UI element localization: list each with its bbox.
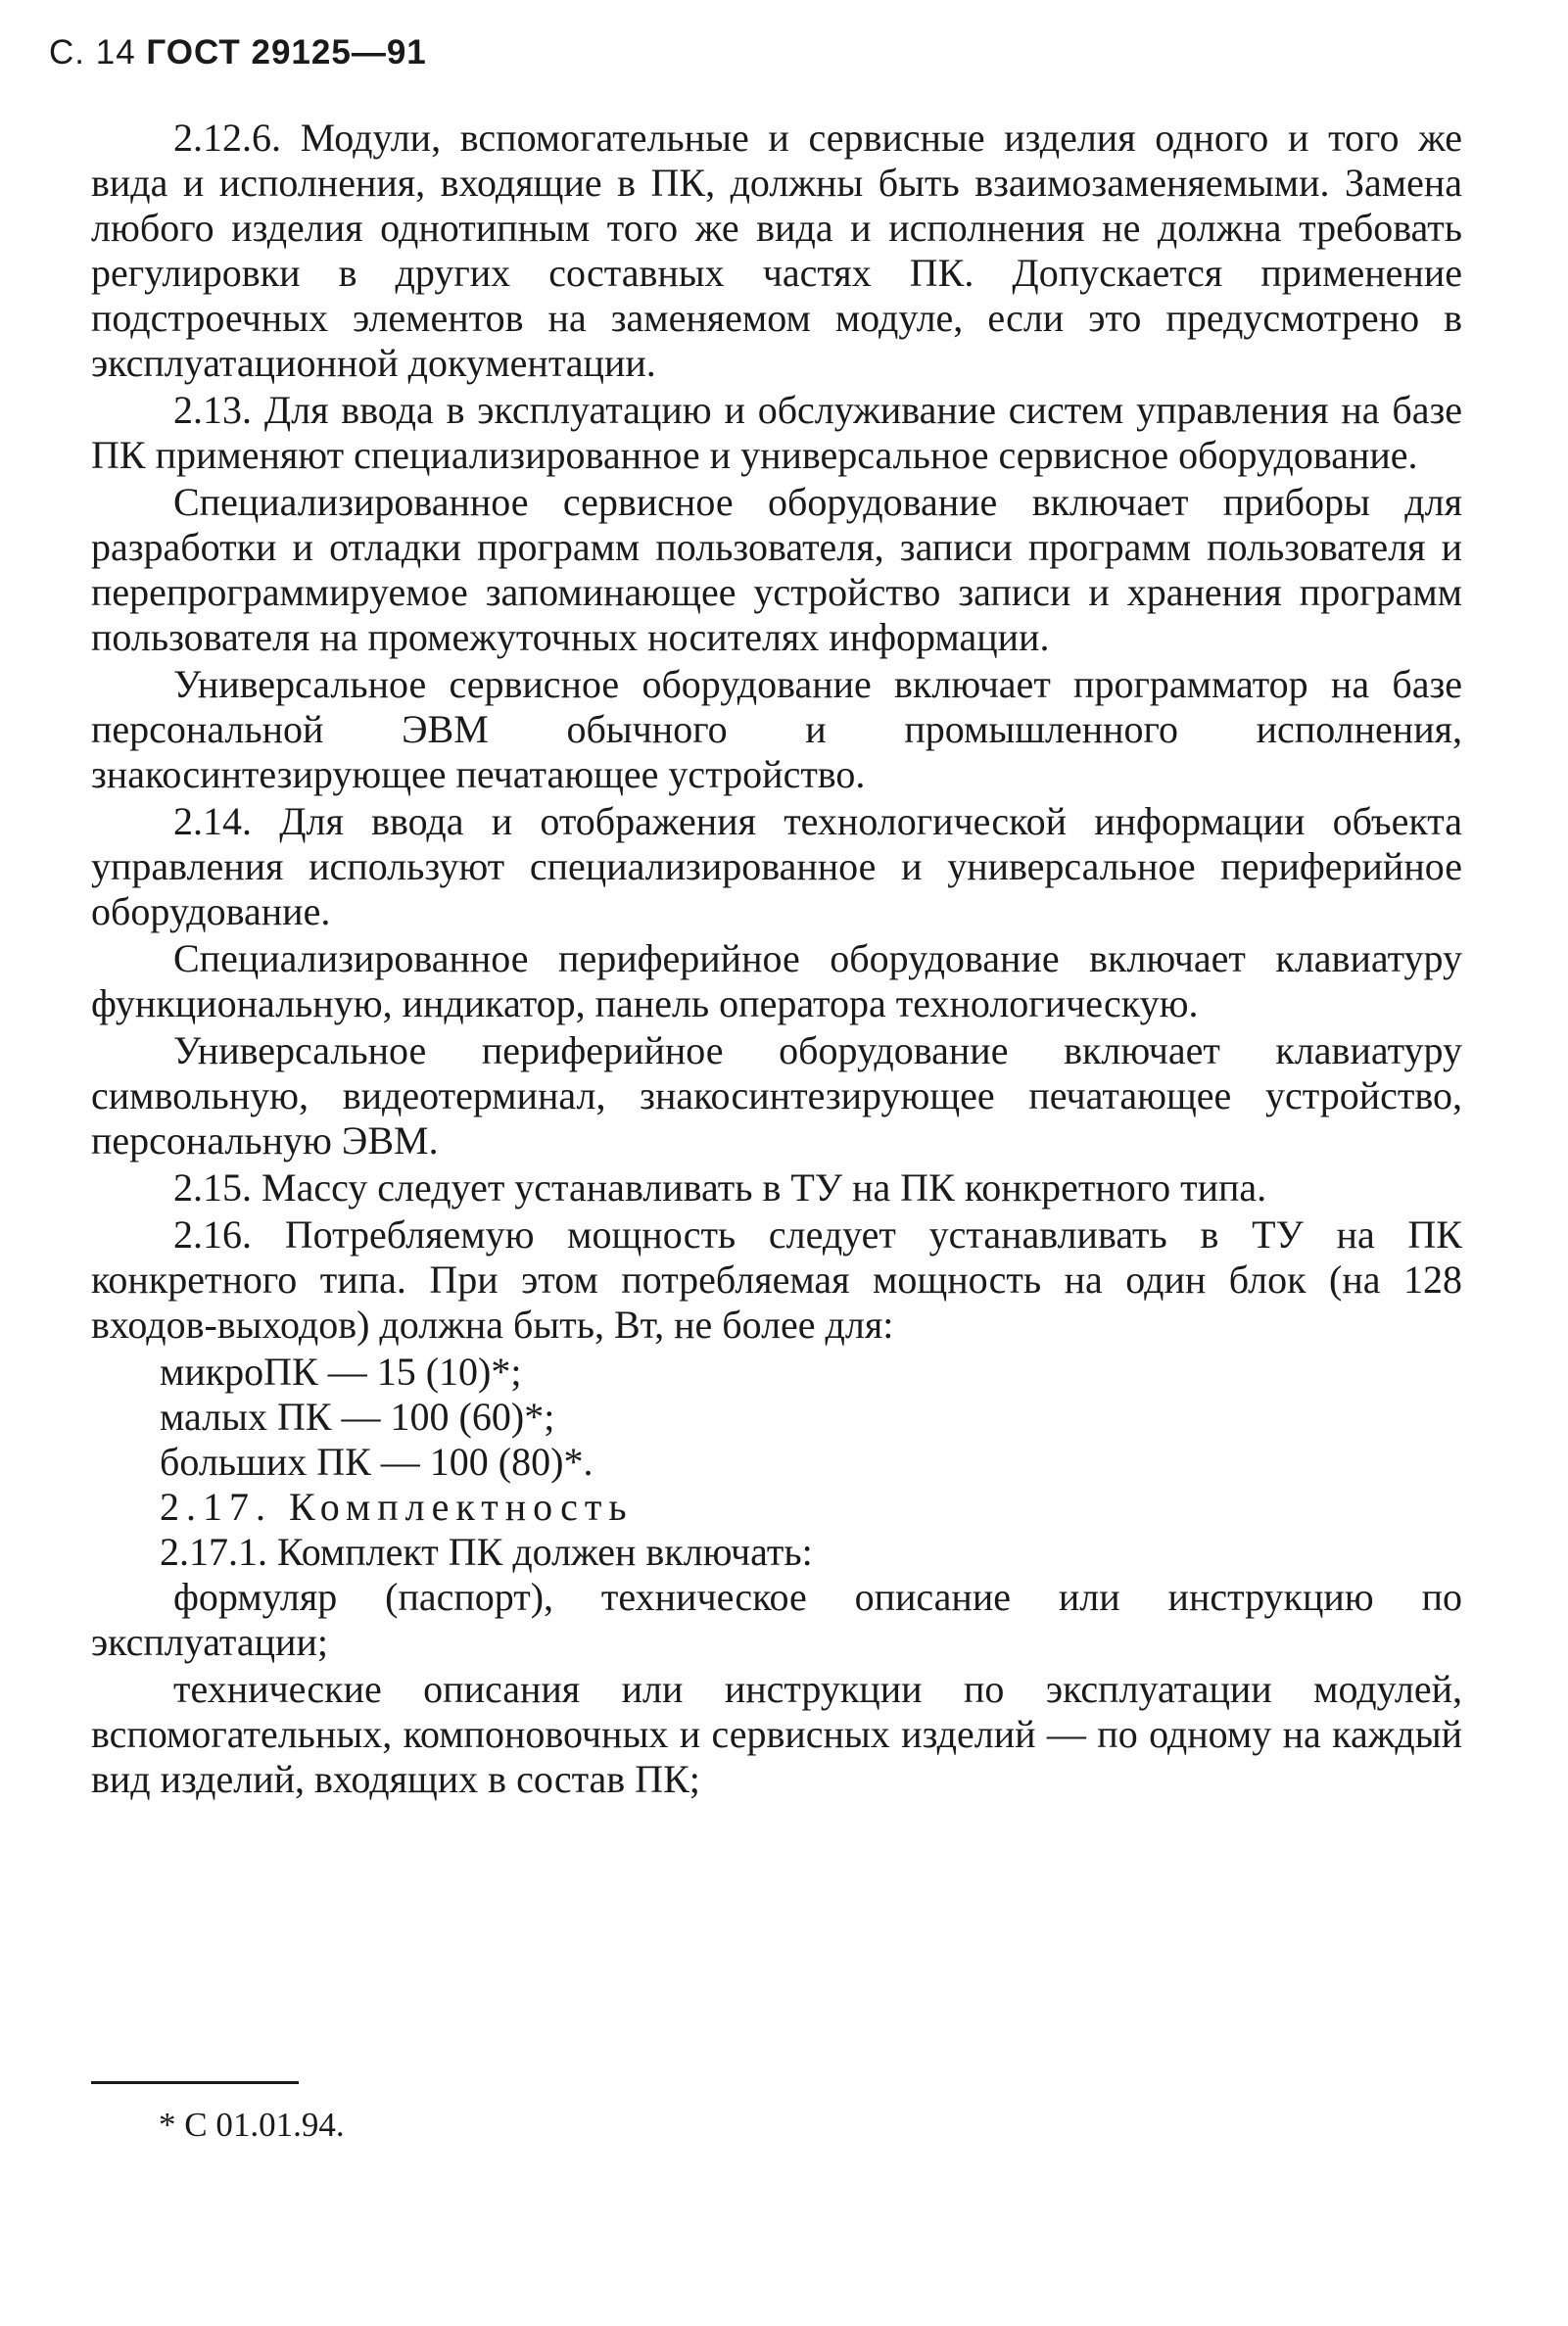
page-header — [49, 33, 427, 72]
paragraph-2-15: 2.15. Массу следует устанавливать в ТУ на ПК конкретного типа. — [173, 1165, 1267, 1210]
paragraph-2-12-6: 2.12.6. Модули, вспомогательные и сервисные изделия одного и того же вида и исполнения, входящие в ПК, должны быть взаимозаменяемыми. Замена любого изделия однотипным того же вида и исполнения не должна требовать регулировки в других составных частях ПК. Допускается применение подстроечных элементов на заменяемом модуле, если это предусмотрено в эксплуатационной документации. — [91, 116, 1462, 385]
completeness-item: формуляр (паспорт), техническое описание или инструкцию по эксплуатации; — [91, 1575, 1462, 1664]
paragraph-2-17-1: 2.17.1. Комплект ПК должен включать: — [160, 1530, 813, 1574]
paragraph-specialized-peripheral: Специализированное периферийное оборудование включает клавиатуру функциональную, индикатор, панель оператора технологическую. — [91, 936, 1462, 1025]
standard-title: ГОСТ 29125—91 — [146, 33, 427, 71]
footnote: * С 01.01.94. — [159, 2106, 345, 2144]
document-body — [91, 116, 1462, 1804]
completeness-item: технические описания или инструкции по эксплуатации модулей, вспомогательных, компоновочных и сервисных изделий — по одному на каждый вид изделий, входящих в состав ПК; — [91, 1667, 1462, 1801]
page-number: С. 14 — [49, 33, 136, 71]
power-list-item: микроПК — 15 (10)*; — [160, 1350, 522, 1394]
section-title-completeness: 2.17. Комплектность — [160, 1485, 634, 1529]
paragraph-specialized-service: Специализированное сервисное оборудование включает приборы для разработки и отладки программ пользователя, записи программ пользователя и перепрограммируемое запоминающее устройство записи и хранения программ пользователя на промежуточных носителях информации. — [91, 480, 1462, 659]
power-list-item: малых ПК — 100 (60)*; — [160, 1395, 555, 1439]
paragraph-2-14: 2.14. Для ввода и отображения технологической информации объекта управления используют специализированное и универсальное периферийное оборудование. — [91, 799, 1462, 933]
paragraph-2-13: 2.13. Для ввода в эксплуатацию и обслуживание систем управления на базе ПК применяют специализированное и универсальное сервисное оборудование. — [91, 388, 1462, 477]
paragraph-universal-peripheral: Универсальное периферийное оборудование включает клавиатуру символьную, видеотерминал, знакосинтезирующее печатающее устройство, персональную ЭВМ. — [91, 1028, 1462, 1163]
paragraph-universal-service: Универсальное сервисное оборудование включает программатор на базе персональной ЭВМ обычного и промышленного исполнения, знакосинтезирующее печатающее устройство. — [91, 662, 1462, 796]
paragraph-2-16: 2.16. Потребляемую мощность следует устанавливать в ТУ на ПК конкретного типа. При этом потребляемая мощность на один блок (на 128 входов-выходов) должна быть, Вт, не более для: — [91, 1212, 1462, 1347]
footnote-divider — [91, 2081, 299, 2084]
power-list-item: больших ПК — 100 (80)*. — [160, 1440, 594, 1484]
